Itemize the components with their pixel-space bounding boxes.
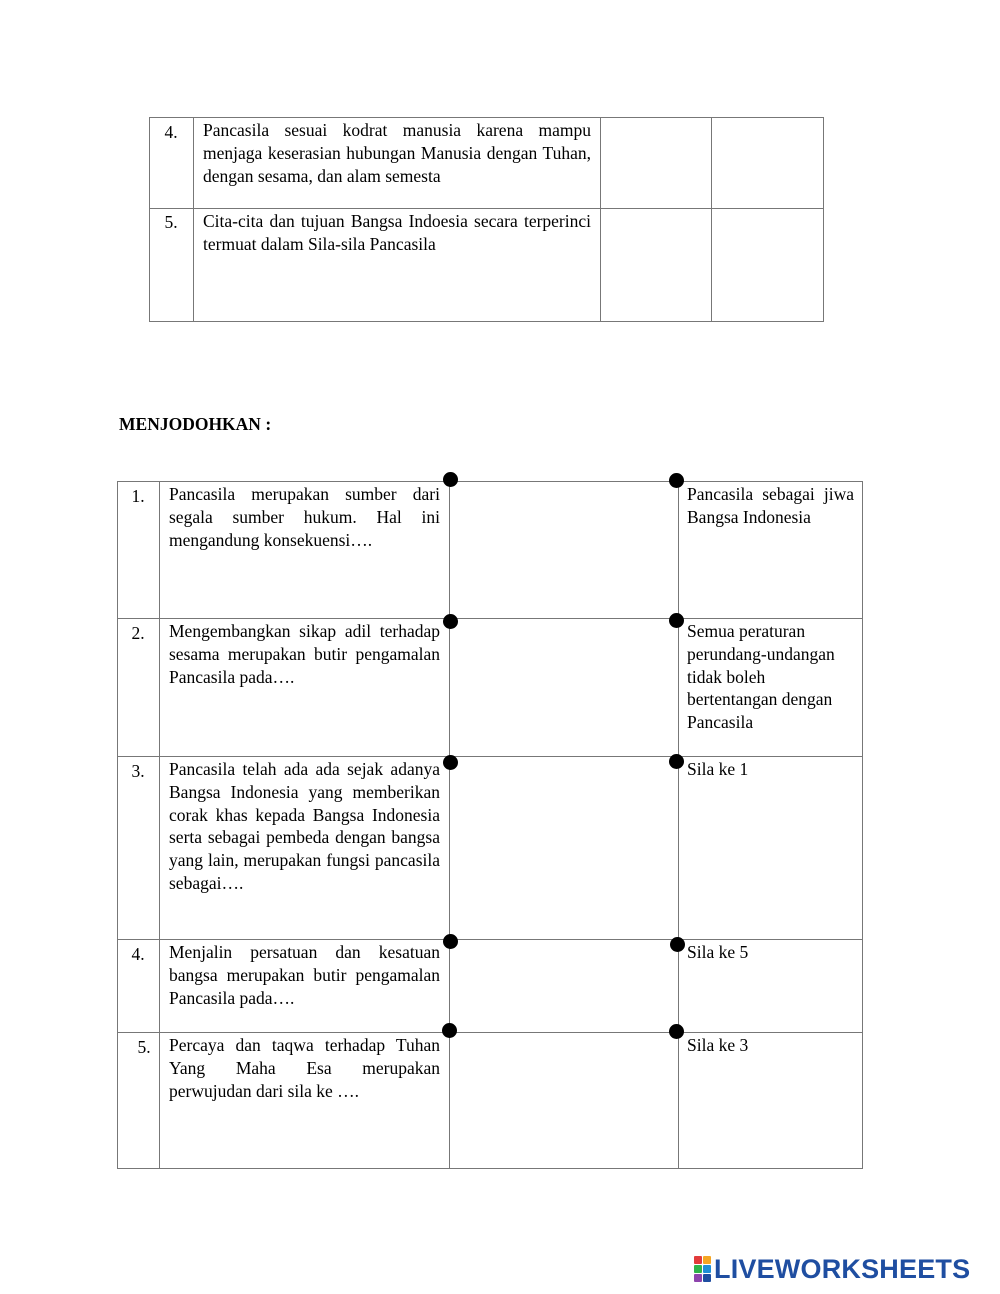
answer-dot[interactable] bbox=[669, 473, 684, 488]
section-heading: MENJODOHKAN : bbox=[119, 414, 272, 434]
true-false-table bbox=[149, 117, 824, 322]
question-number: 1. bbox=[131, 486, 145, 506]
liveworksheets-logo[interactable] bbox=[694, 1254, 970, 1284]
question-number: 4. bbox=[131, 944, 145, 964]
statement-text: Cita-cita dan tujuan Bangsa Indoesia secara terperinci termuat dalam Sila-sila Pancasila bbox=[203, 211, 591, 254]
answer-text: Pancasila sebagai jiwa Bangsa Indonesia bbox=[687, 484, 854, 527]
table-border bbox=[149, 321, 824, 322]
brand-name: LIVEWORKSHEETS bbox=[714, 1253, 971, 1284]
answer-text: Sila ke 5 bbox=[687, 942, 749, 962]
answer-text: Sila ke 3 bbox=[687, 1035, 749, 1055]
answer-cell-b[interactable] bbox=[712, 118, 823, 208]
question-dot[interactable] bbox=[443, 755, 458, 770]
table-border bbox=[862, 481, 863, 1169]
table-border bbox=[193, 117, 194, 322]
table-border bbox=[117, 481, 863, 482]
question-dot[interactable] bbox=[443, 614, 458, 629]
question-number: 3. bbox=[131, 761, 145, 781]
question-text: Pancasila telah ada ada sejak adanya Bangsa Indonesia yang memberikan corak khas kepada Bangsa Indonesia serta sebagai pembeda dengan bangsa yang lain, merupakan fungsi pancasila sebagai…. bbox=[169, 759, 440, 893]
liveworksheets-logo-icon bbox=[694, 1256, 711, 1282]
table-border bbox=[159, 481, 160, 1169]
matching-table bbox=[117, 481, 863, 1169]
row-number: 4. bbox=[164, 122, 178, 142]
question-text: Menjalin persatuan dan kesatuan bangsa merupakan butir pengamalan Pancasila pada…. bbox=[169, 942, 440, 1008]
question-number: 2. bbox=[131, 623, 145, 643]
table-border bbox=[117, 1168, 863, 1169]
table-border bbox=[678, 481, 679, 1169]
question-number: 5. bbox=[137, 1037, 151, 1057]
table-border bbox=[117, 481, 118, 1169]
answer-cell-a[interactable] bbox=[601, 118, 711, 208]
statement-text: Pancasila sesuai kodrat manusia karena mampu menjaga keserasian hubungan Manusia dengan Tuhan, dengan sesama, dan alam semesta bbox=[203, 120, 591, 186]
answer-dot[interactable] bbox=[670, 937, 685, 952]
answer-cell-b[interactable] bbox=[712, 209, 823, 321]
row-number: 5. bbox=[164, 212, 178, 232]
table-border bbox=[117, 939, 863, 940]
answer-text: Semua peraturan perundang-undangan tidak boleh bertentangan dengan Pancasila bbox=[687, 621, 835, 733]
table-border bbox=[449, 481, 450, 1169]
answer-text: Sila ke 1 bbox=[687, 759, 749, 779]
table-border bbox=[117, 756, 863, 757]
answer-dot[interactable] bbox=[669, 613, 684, 628]
question-text: Pancasila merupakan sumber dari segala sumber hukum. Hal ini mengandung konsekuensi…. bbox=[169, 484, 440, 550]
table-border bbox=[117, 618, 863, 619]
question-dot[interactable] bbox=[443, 934, 458, 949]
answer-cell-a[interactable] bbox=[601, 209, 711, 321]
table-border bbox=[823, 117, 824, 322]
table-border bbox=[117, 1032, 863, 1033]
question-dot[interactable] bbox=[442, 1023, 457, 1038]
question-text: Percaya dan taqwa terhadap Tuhan Yang Maha Esa merupakan perwujudan dari sila ke …. bbox=[169, 1035, 440, 1101]
answer-dot[interactable] bbox=[669, 1024, 684, 1039]
question-text: Mengembangkan sikap adil terhadap sesama merupakan butir pengamalan Pancasila pada…. bbox=[169, 621, 440, 687]
question-dot[interactable] bbox=[443, 472, 458, 487]
answer-dot[interactable] bbox=[669, 754, 684, 769]
